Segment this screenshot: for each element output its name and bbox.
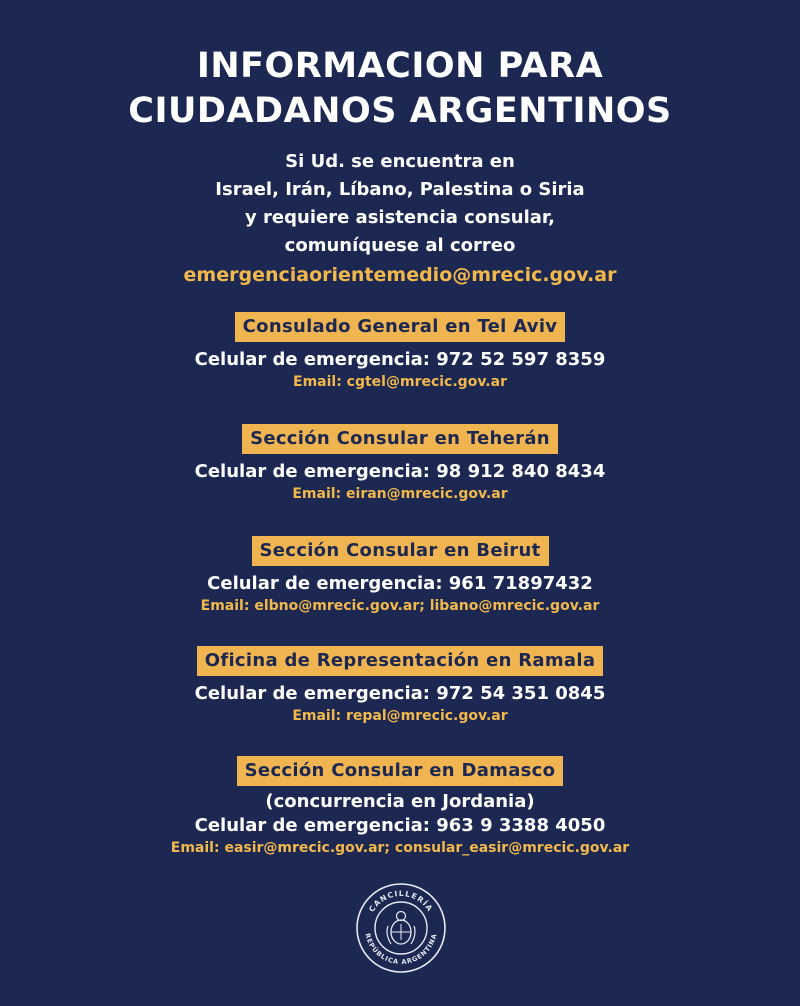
email-teheran[interactable]: Email: eiran@mrecic.gov.ar xyxy=(292,486,508,502)
phone-tel-aviv: Celular de emergencia: 972 52 597 8359 xyxy=(194,349,606,370)
cancilleria-seal-icon xyxy=(355,882,447,974)
section-tel-aviv xyxy=(0,312,800,392)
seal-top-text: CANCILLERÍA xyxy=(367,888,435,914)
email-damasco[interactable]: Email: easir@mrecic.gov.ar; consular_easir@mrecic.gov.ar xyxy=(170,840,630,856)
section-beirut xyxy=(0,536,800,616)
email-ramala[interactable]: Email: repal@mrecic.gov.ar xyxy=(292,708,508,724)
intro-text xyxy=(0,148,800,289)
email-tel-aviv[interactable]: Email: cgtel@mrecic.gov.ar xyxy=(293,374,507,390)
section-title-damasco: Sección Consular en Damasco xyxy=(237,756,564,786)
intro-line-1: Si Ud. se encuentra en xyxy=(285,151,515,172)
phone-damasco: Celular de emergencia: 963 9 3388 4050 xyxy=(194,815,606,836)
poster-title xyxy=(0,44,800,134)
title-line-1: INFORMACION PARA xyxy=(196,46,604,86)
section-title-tel-aviv: Consulado General en Tel Aviv xyxy=(235,312,566,342)
section-ramala xyxy=(0,646,800,726)
intro-email-link[interactable]: emergenciaorientemedio@mrecic.gov.ar xyxy=(183,264,617,286)
email-beirut[interactable]: Email: elbno@mrecic.gov.ar; libano@mrecic.gov.ar xyxy=(200,598,600,614)
section-teheran xyxy=(0,424,800,504)
svg-text:CANCILLERÍA xyxy=(367,889,435,914)
seal-bottom-text: REPÚBLICA ARGENTINA xyxy=(363,932,439,967)
phone-beirut: Celular de emergencia: 961 71897432 xyxy=(207,573,593,594)
phone-teheran: Celular de emergencia: 98 912 840 8434 xyxy=(194,461,606,482)
phone-ramala: Celular de emergencia: 972 54 351 0845 xyxy=(194,683,606,704)
title-line-2: CIUDADANOS ARGENTINOS xyxy=(128,91,672,131)
section-title-teheran: Sección Consular en Teherán xyxy=(242,424,558,454)
note-damasco: (concurrencia en Jordania) xyxy=(265,791,535,812)
section-title-ramala: Oficina de Representación en Ramala xyxy=(197,646,604,676)
section-title-beirut: Sección Consular en Beirut xyxy=(252,536,549,566)
section-damasco xyxy=(0,756,800,858)
intro-line-3: y requiere asistencia consular, xyxy=(245,207,555,228)
intro-line-2: Israel, Irán, Líbano, Palestina o Siria xyxy=(215,179,585,200)
intro-line-4: comuníquese al correo xyxy=(284,235,516,256)
